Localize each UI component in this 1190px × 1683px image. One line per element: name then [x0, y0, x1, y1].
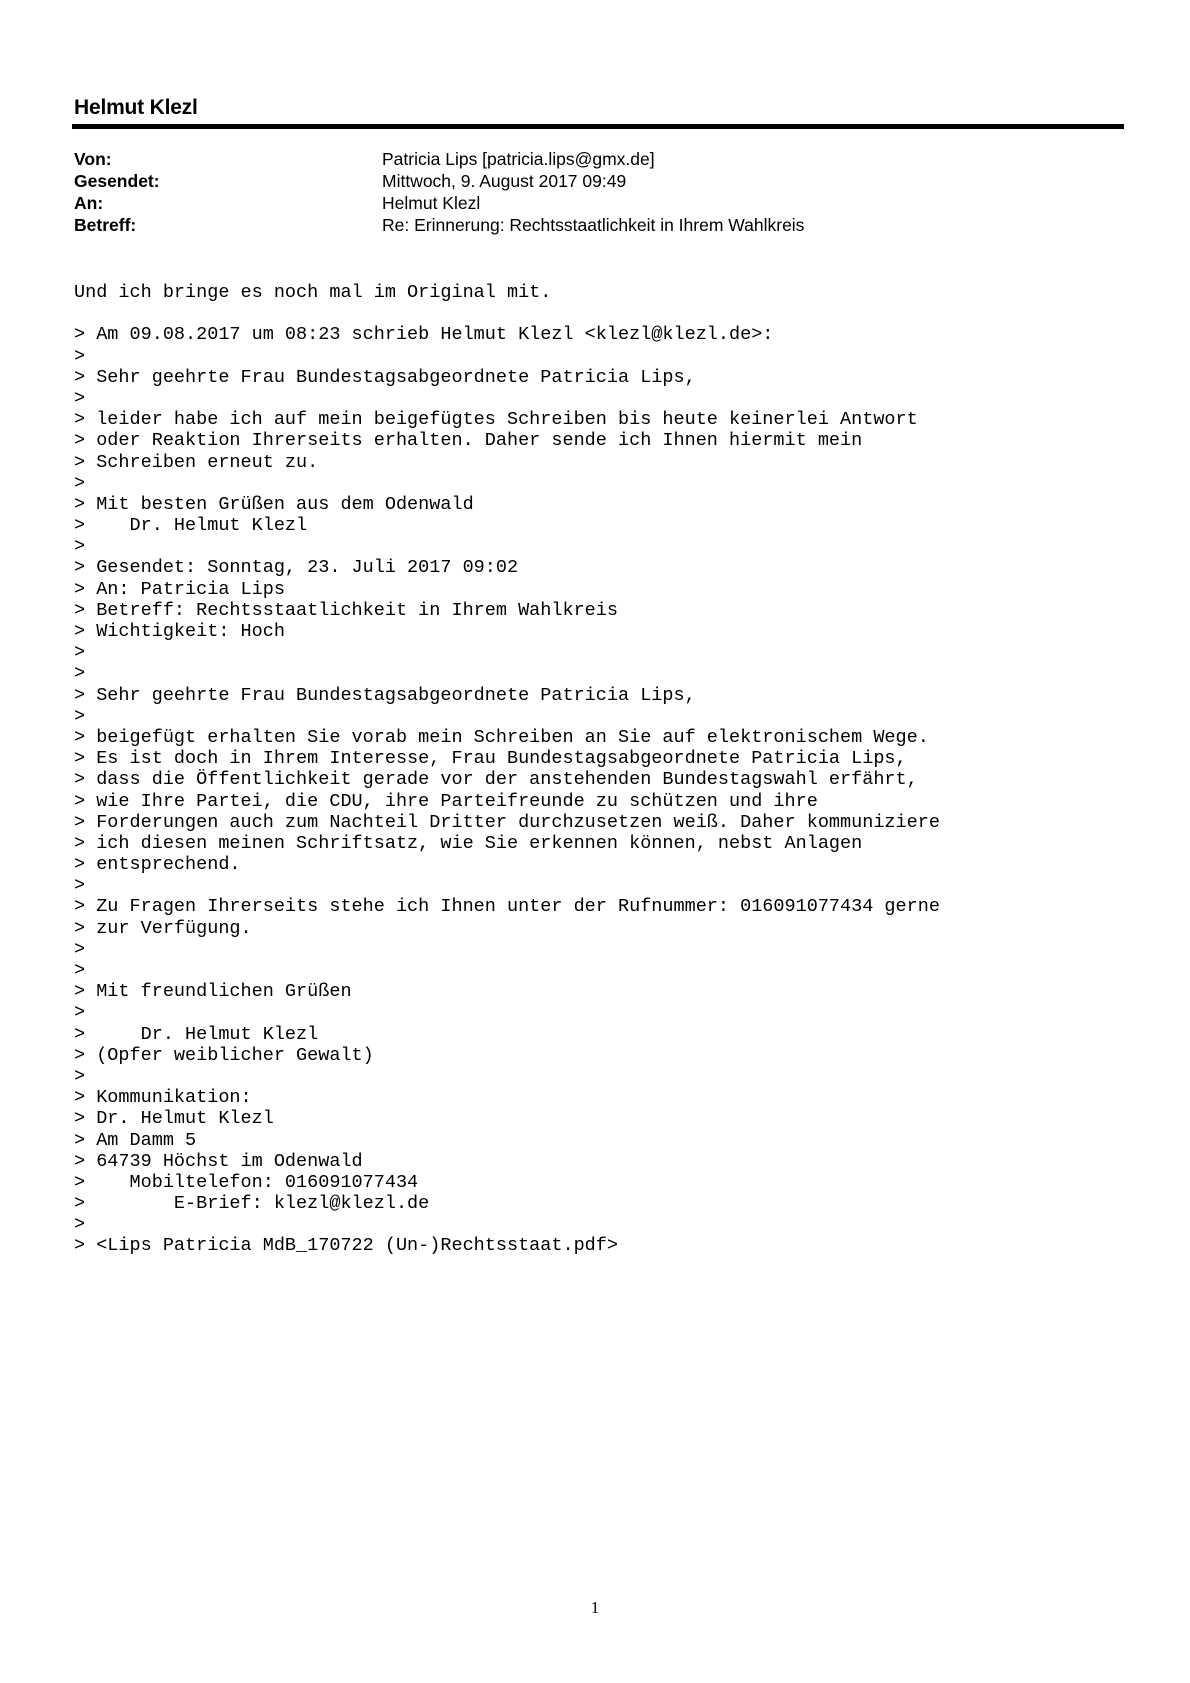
quoted-line: >: [74, 875, 86, 897]
quoted-message: [74, 324, 1134, 1256]
quoted-line: >: [74, 663, 86, 685]
quoted-line: > beigefügt erhalten Sie vorab mein Schreiben an Sie auf elektronischem Wege.: [74, 726, 929, 748]
header-value-sent: Mittwoch, 9. August 2017 09:49: [382, 171, 627, 191]
quoted-line: > Am Damm 5: [74, 1129, 197, 1151]
header-row-sent: [74, 170, 1114, 192]
quoted-line: > (Opfer weiblicher Gewalt): [74, 1044, 374, 1066]
quoted-line: >: [74, 387, 86, 409]
quoted-line: > zur Verfügung.: [74, 917, 252, 939]
quoted-line: >: [74, 705, 86, 727]
header-label: Betreff:: [74, 215, 137, 235]
header-row-to: [74, 192, 1114, 214]
mailbox-owner-name: Helmut Klezl: [74, 96, 198, 119]
quoted-line: > Dr. Helmut Klezl: [74, 1023, 319, 1045]
quoted-line: >: [74, 960, 86, 981]
quoted-line: >: [74, 1214, 86, 1236]
quoted-line: > Am 09.08.2017 um 08:23 schrieb Helmut Klezl <klezl@klezl.de>:: [74, 324, 774, 346]
reply-text: Und ich bringe es noch mal im Original mit.: [74, 282, 552, 303]
email-body: [74, 282, 1134, 1257]
header-value-subject: Re: Erinnerung: Rechtsstaatlichkeit in Ihrem Wahlkreis: [382, 215, 805, 235]
header-value-to: Helmut Klezl: [382, 193, 481, 213]
quoted-line: > <Lips Patricia MdB_170722 (Un-)Rechtsstaat.pdf>: [74, 1235, 618, 1257]
quoted-line: > Kommunikation:: [74, 1087, 252, 1109]
quoted-line: > Forderungen auch zum Nachteil Dritter durchzusetzen weiß. Daher kommuniziere: [74, 811, 940, 833]
quoted-line: > Mit freundlichen Grüßen: [74, 981, 352, 1003]
quoted-line: > Dr. Helmut Klezl: [74, 515, 308, 537]
quoted-line: > oder Reaktion Ihrerseits erhalten. Daher sende ich Ihnen hiermit mein: [74, 430, 863, 452]
quoted-line: >: [74, 536, 86, 558]
quoted-line: > 64739 Höchst im Odenwald: [74, 1150, 363, 1172]
quoted-line: > Wichtigkeit: Hoch: [74, 621, 285, 642]
quoted-line: >: [74, 1002, 86, 1024]
header-row-subject: [74, 214, 1114, 236]
quoted-line: > Mit besten Grüßen aus dem Odenwald: [74, 493, 474, 515]
header-divider: [72, 124, 1124, 129]
email-header-block: [74, 148, 1114, 236]
quoted-line: > Gesendet: Sonntag, 23. Juli 2017 09:02: [74, 557, 519, 579]
header-label: An:: [74, 193, 104, 213]
quoted-line: >: [74, 642, 86, 664]
quoted-line: > Schreiben erneut zu.: [74, 451, 319, 473]
quoted-line: > Zu Fragen Ihrerseits stehe ich Ihnen unter der Rufnummer: 016091077434 gerne: [74, 896, 940, 918]
quoted-line: > wie Ihre Partei, die CDU, ihre Parteifreunde zu schützen und ihre: [74, 790, 818, 812]
paragraph-gap: [74, 303, 1134, 324]
quoted-line: >: [74, 345, 86, 367]
header-label: Von:: [74, 149, 112, 169]
header-value-from: Patricia Lips [patricia.lips@gmx.de]: [382, 149, 655, 169]
quoted-line: > Es ist doch in Ihrem Interesse, Frau Bundestagsabgeordnete Patricia Lips,: [74, 748, 907, 770]
quoted-line: >: [74, 938, 86, 960]
quoted-line: > An: Patricia Lips: [74, 578, 285, 600]
header-label: Gesendet:: [74, 171, 160, 191]
quoted-line: > leider habe ich auf mein beigefügtes Schreiben bis heute keinerlei Antwort: [74, 409, 918, 431]
quoted-line: >: [74, 472, 86, 494]
quoted-line: > dass die Öffentlichkeit gerade vor der anstehenden Bundestagswahl erfährt,: [74, 769, 918, 791]
quoted-line: > Mobiltelefon: 016091077434: [74, 1171, 419, 1193]
quoted-line: > E-Brief: klezl@klezl.de: [74, 1193, 430, 1215]
quoted-line: > Dr. Helmut Klezl: [74, 1108, 274, 1130]
quoted-line: >: [74, 1065, 86, 1087]
quoted-line: > ich diesen meinen Schriftsatz, wie Sie erkennen können, nebst Anlagen: [74, 832, 863, 854]
quoted-line: > Betreff: Rechtsstaatlichkeit in Ihrem Wahlkreis: [74, 599, 618, 621]
quoted-line: > Sehr geehrte Frau Bundestagsabgeordnete Patricia Lips,: [74, 684, 696, 706]
header-row-from: [74, 148, 1114, 170]
quoted-line: > Sehr geehrte Frau Bundestagsabgeordnete Patricia Lips,: [74, 366, 696, 388]
quoted-line: > entsprechend.: [74, 854, 241, 876]
page-number: 1: [590, 1598, 600, 1617]
